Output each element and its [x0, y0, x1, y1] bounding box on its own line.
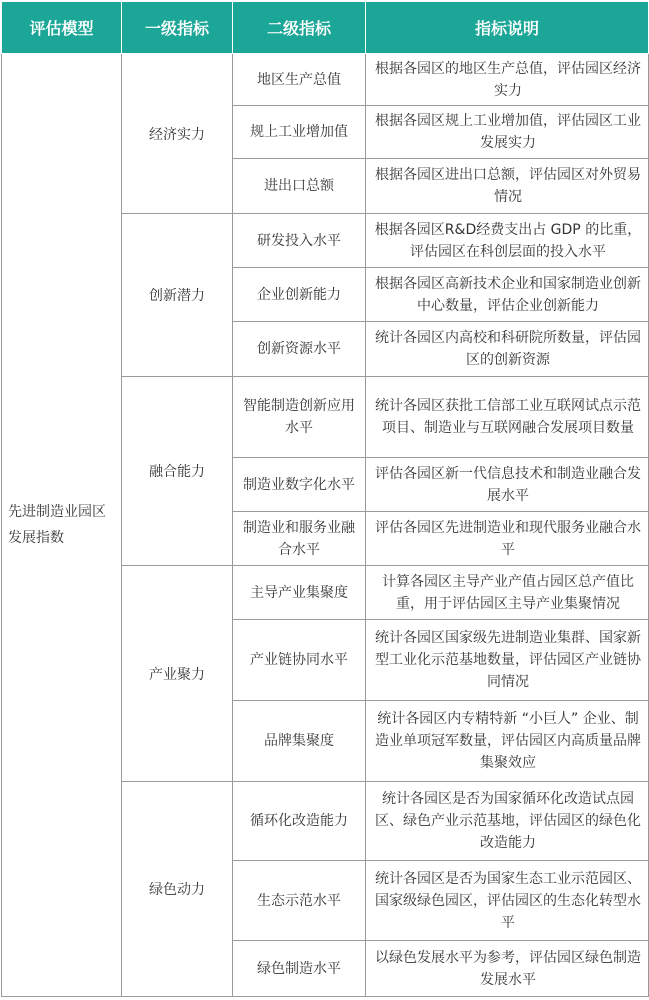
- second-level-cell: 制造业和服务业融合水平: [233, 512, 366, 566]
- description-cell: 以绿色发展水平为参考，评估园区绿色制造发展水平: [366, 941, 649, 997]
- first-level-cell: 融合能力: [122, 377, 233, 566]
- first-level-cell: 经济实力: [122, 54, 233, 214]
- description-cell: 统计各园区获批工信部工业互联网试点示范项目、制造业与互联网融合发展项目数量: [366, 377, 649, 458]
- header-first-level: 一级指标: [122, 2, 233, 54]
- second-level-cell: 主导产业集聚度: [233, 566, 366, 620]
- first-level-cell: 创新潜力: [122, 214, 233, 377]
- second-level-cell: 循环化改造能力: [233, 782, 366, 861]
- description-cell: 根据各园区高新技术企业和国家制造业创新中心数量，评估企业创新能力: [366, 268, 649, 322]
- description-cell: 统计各园区国家级先进制造业集群、国家新型工业化示范基地数量，评估园区产业链协同情况: [366, 620, 649, 701]
- table-row: [2, 54, 649, 106]
- second-level-cell: 品牌集聚度: [233, 701, 366, 782]
- second-level-cell: 制造业数字化水平: [233, 458, 366, 512]
- description-cell: 评估各园区先进制造业和现代服务业融合水平: [366, 512, 649, 566]
- second-level-cell: 地区生产总值: [233, 54, 366, 106]
- second-level-cell: 智能制造创新应用水平: [233, 377, 366, 458]
- first-level-cell: 产业聚力: [122, 566, 233, 782]
- indicator-table: [1, 1, 649, 997]
- second-level-cell: 生态示范水平: [233, 861, 366, 941]
- description-cell: 根据各园区R&D经费支出占 GDP 的比重，评估园区在科创层面的投入水平: [366, 214, 649, 268]
- description-cell: 统计各园区内专精特新 “小巨人” 企业、制造业单项冠军数量，评估园区内高质量品牌集聚效应: [366, 701, 649, 782]
- header-description: 指标说明: [366, 2, 649, 54]
- description-cell: 根据各园区的地区生产总值，评估园区经济实力: [366, 54, 649, 106]
- description-cell: 统计各园区内高校和科研院所数量，评估园区的创新资源: [366, 322, 649, 377]
- header-model: 评估模型: [2, 2, 122, 54]
- first-level-cell: 绿色动力: [122, 782, 233, 997]
- second-level-cell: 进出口总额: [233, 159, 366, 214]
- description-cell: 根据各园区规上工业增加值，评估园区工业发展实力: [366, 106, 649, 159]
- header-second-level: 二级指标: [233, 2, 366, 54]
- description-cell: 计算各园区主导产业产值占园区总产值比重，用于评估园区主导产业集聚情况: [366, 566, 649, 620]
- description-cell: 评估各园区新一代信息技术和制造业融合发展水平: [366, 458, 649, 512]
- second-level-cell: 绿色制造水平: [233, 941, 366, 997]
- second-level-cell: 研发投入水平: [233, 214, 366, 268]
- second-level-cell: 创新资源水平: [233, 322, 366, 377]
- second-level-cell: 产业链协同水平: [233, 620, 366, 701]
- description-cell: 根据各园区进出口总额，评估园区对外贸易情况: [366, 159, 649, 214]
- model-cell: 先进制造业园区发展指数: [2, 54, 122, 997]
- description-cell: 统计各园区是否为国家循环化改造试点园区、绿色产业示范基地，评估园区的绿色化改造能力: [366, 782, 649, 861]
- second-level-cell: 企业创新能力: [233, 268, 366, 322]
- description-cell: 统计各园区是否为国家生态工业示范园区、国家级绿色园区，评估园区的生态化转型水平: [366, 861, 649, 941]
- header-row: [2, 2, 649, 54]
- second-level-cell: 规上工业增加值: [233, 106, 366, 159]
